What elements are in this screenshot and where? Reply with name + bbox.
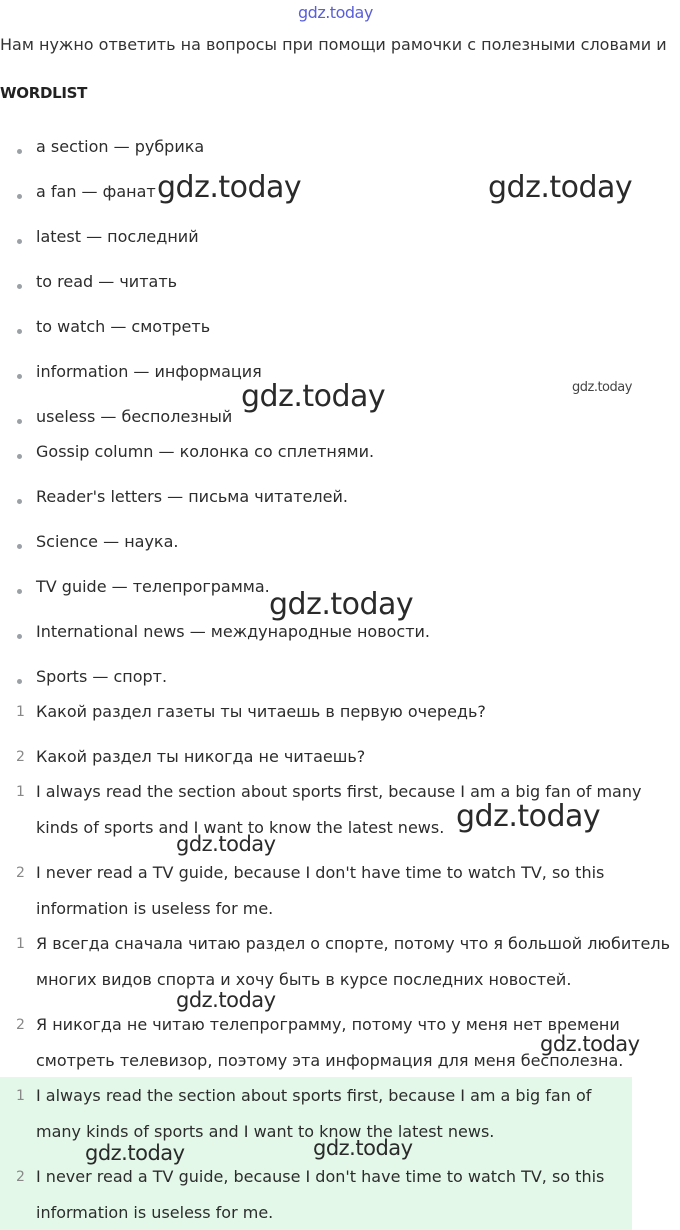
answer-line: Я всегда сначала читаю раздел о спорте, потому что я большой любитель <box>36 934 671 953</box>
wordlist-item: a fan — фанат <box>36 182 156 201</box>
wordlist-item: useless — бесполезный <box>36 407 233 426</box>
answer-line: I always read the section about sports first, because I am a big fan of <box>36 1086 592 1105</box>
bullet <box>17 589 22 594</box>
answer-line: I never read a TV guide, because I don't have time to watch TV, so this <box>36 1167 605 1186</box>
answer-line: I never read a TV guide, because I don't have time to watch TV, so this <box>36 863 605 882</box>
bullet <box>17 284 22 289</box>
wordlist-item: Sports — спорт. <box>36 667 168 686</box>
bullet <box>17 374 22 379</box>
answer-line: I always read the section about sports first, because I am a big fan of many <box>36 782 642 801</box>
intro-text: Нам нужно ответить на вопросы при помощи рамочки с полезными словами и <box>0 35 667 54</box>
wordlist-item: to watch — смотреть <box>36 317 211 336</box>
wordlist-item: Reader's letters — письма читателей. <box>36 487 348 506</box>
wordlist-item: Gossip column — колонка со сплетнями. <box>36 442 375 461</box>
wordlist-item: TV guide — телепрограмма. <box>36 577 270 596</box>
bullet <box>17 544 22 549</box>
bullet <box>17 239 22 244</box>
bullet <box>17 454 22 459</box>
answer-line: смотреть телевизор, поэтому эта информация для меня бесполезна. <box>36 1051 624 1070</box>
answer-number: 2 <box>16 1017 25 1033</box>
answer-line: information is useless for me. <box>36 1203 274 1222</box>
answer-number: 2 <box>16 865 25 881</box>
intro-cut-line <box>0 66 680 76</box>
wordlist-item: a section — рубрика <box>36 137 205 156</box>
watermark: gdz.today <box>269 587 414 622</box>
wordlist-item: Science — наука. <box>36 532 179 551</box>
watermark: gdz.today <box>176 832 276 856</box>
watermark: gdz.today <box>176 988 276 1012</box>
answer-line: many kinds of sports and I want to know the latest news. <box>36 1122 495 1141</box>
watermark: gdz.today <box>85 1141 185 1165</box>
watermark: gdz.today <box>313 1136 413 1160</box>
bullet <box>17 194 22 199</box>
bullet <box>17 634 22 639</box>
question-text: Какой раздел газеты ты читаешь в первую очередь? <box>36 702 486 721</box>
bullet <box>17 149 22 154</box>
answer-line: kinds of sports and I want to know the latest news. <box>36 818 445 837</box>
watermark: gdz.today <box>540 1032 640 1056</box>
answer-line: многих видов спорта и хочу быть в курсе последних новостей. <box>36 970 572 989</box>
bullet <box>17 419 22 424</box>
answer-number: 2 <box>16 1169 25 1185</box>
watermark: gdz.today <box>157 170 302 205</box>
wordlist-item: International news — международные новости. <box>36 622 431 641</box>
answer-number: 1 <box>16 936 25 952</box>
bullet <box>17 679 22 684</box>
wordlist-item: to read — читать <box>36 272 178 291</box>
answer-number: 1 <box>16 1088 25 1104</box>
bullet <box>17 329 22 334</box>
watermark: gdz.today <box>456 799 601 834</box>
wordlist-item: information — информация <box>36 362 262 381</box>
watermark: gdz.today <box>572 380 632 395</box>
wordlist-heading: WORDLIST <box>0 84 88 102</box>
bullet <box>17 499 22 504</box>
wordlist-item: latest — последний <box>36 227 199 246</box>
answer-line: Я никогда не читаю телепрограмму, потому что у меня нет времени <box>36 1015 620 1034</box>
watermark: gdz.today <box>241 379 386 414</box>
site-logo[interactable]: gdz.today <box>298 3 373 22</box>
answer-line: information is useless for me. <box>36 899 274 918</box>
answer-number: 1 <box>16 784 25 800</box>
question-number: 2 <box>16 749 25 765</box>
watermark: gdz.today <box>488 170 633 205</box>
question-text: Какой раздел ты никогда не читаешь? <box>36 747 366 766</box>
question-number: 1 <box>16 704 25 720</box>
